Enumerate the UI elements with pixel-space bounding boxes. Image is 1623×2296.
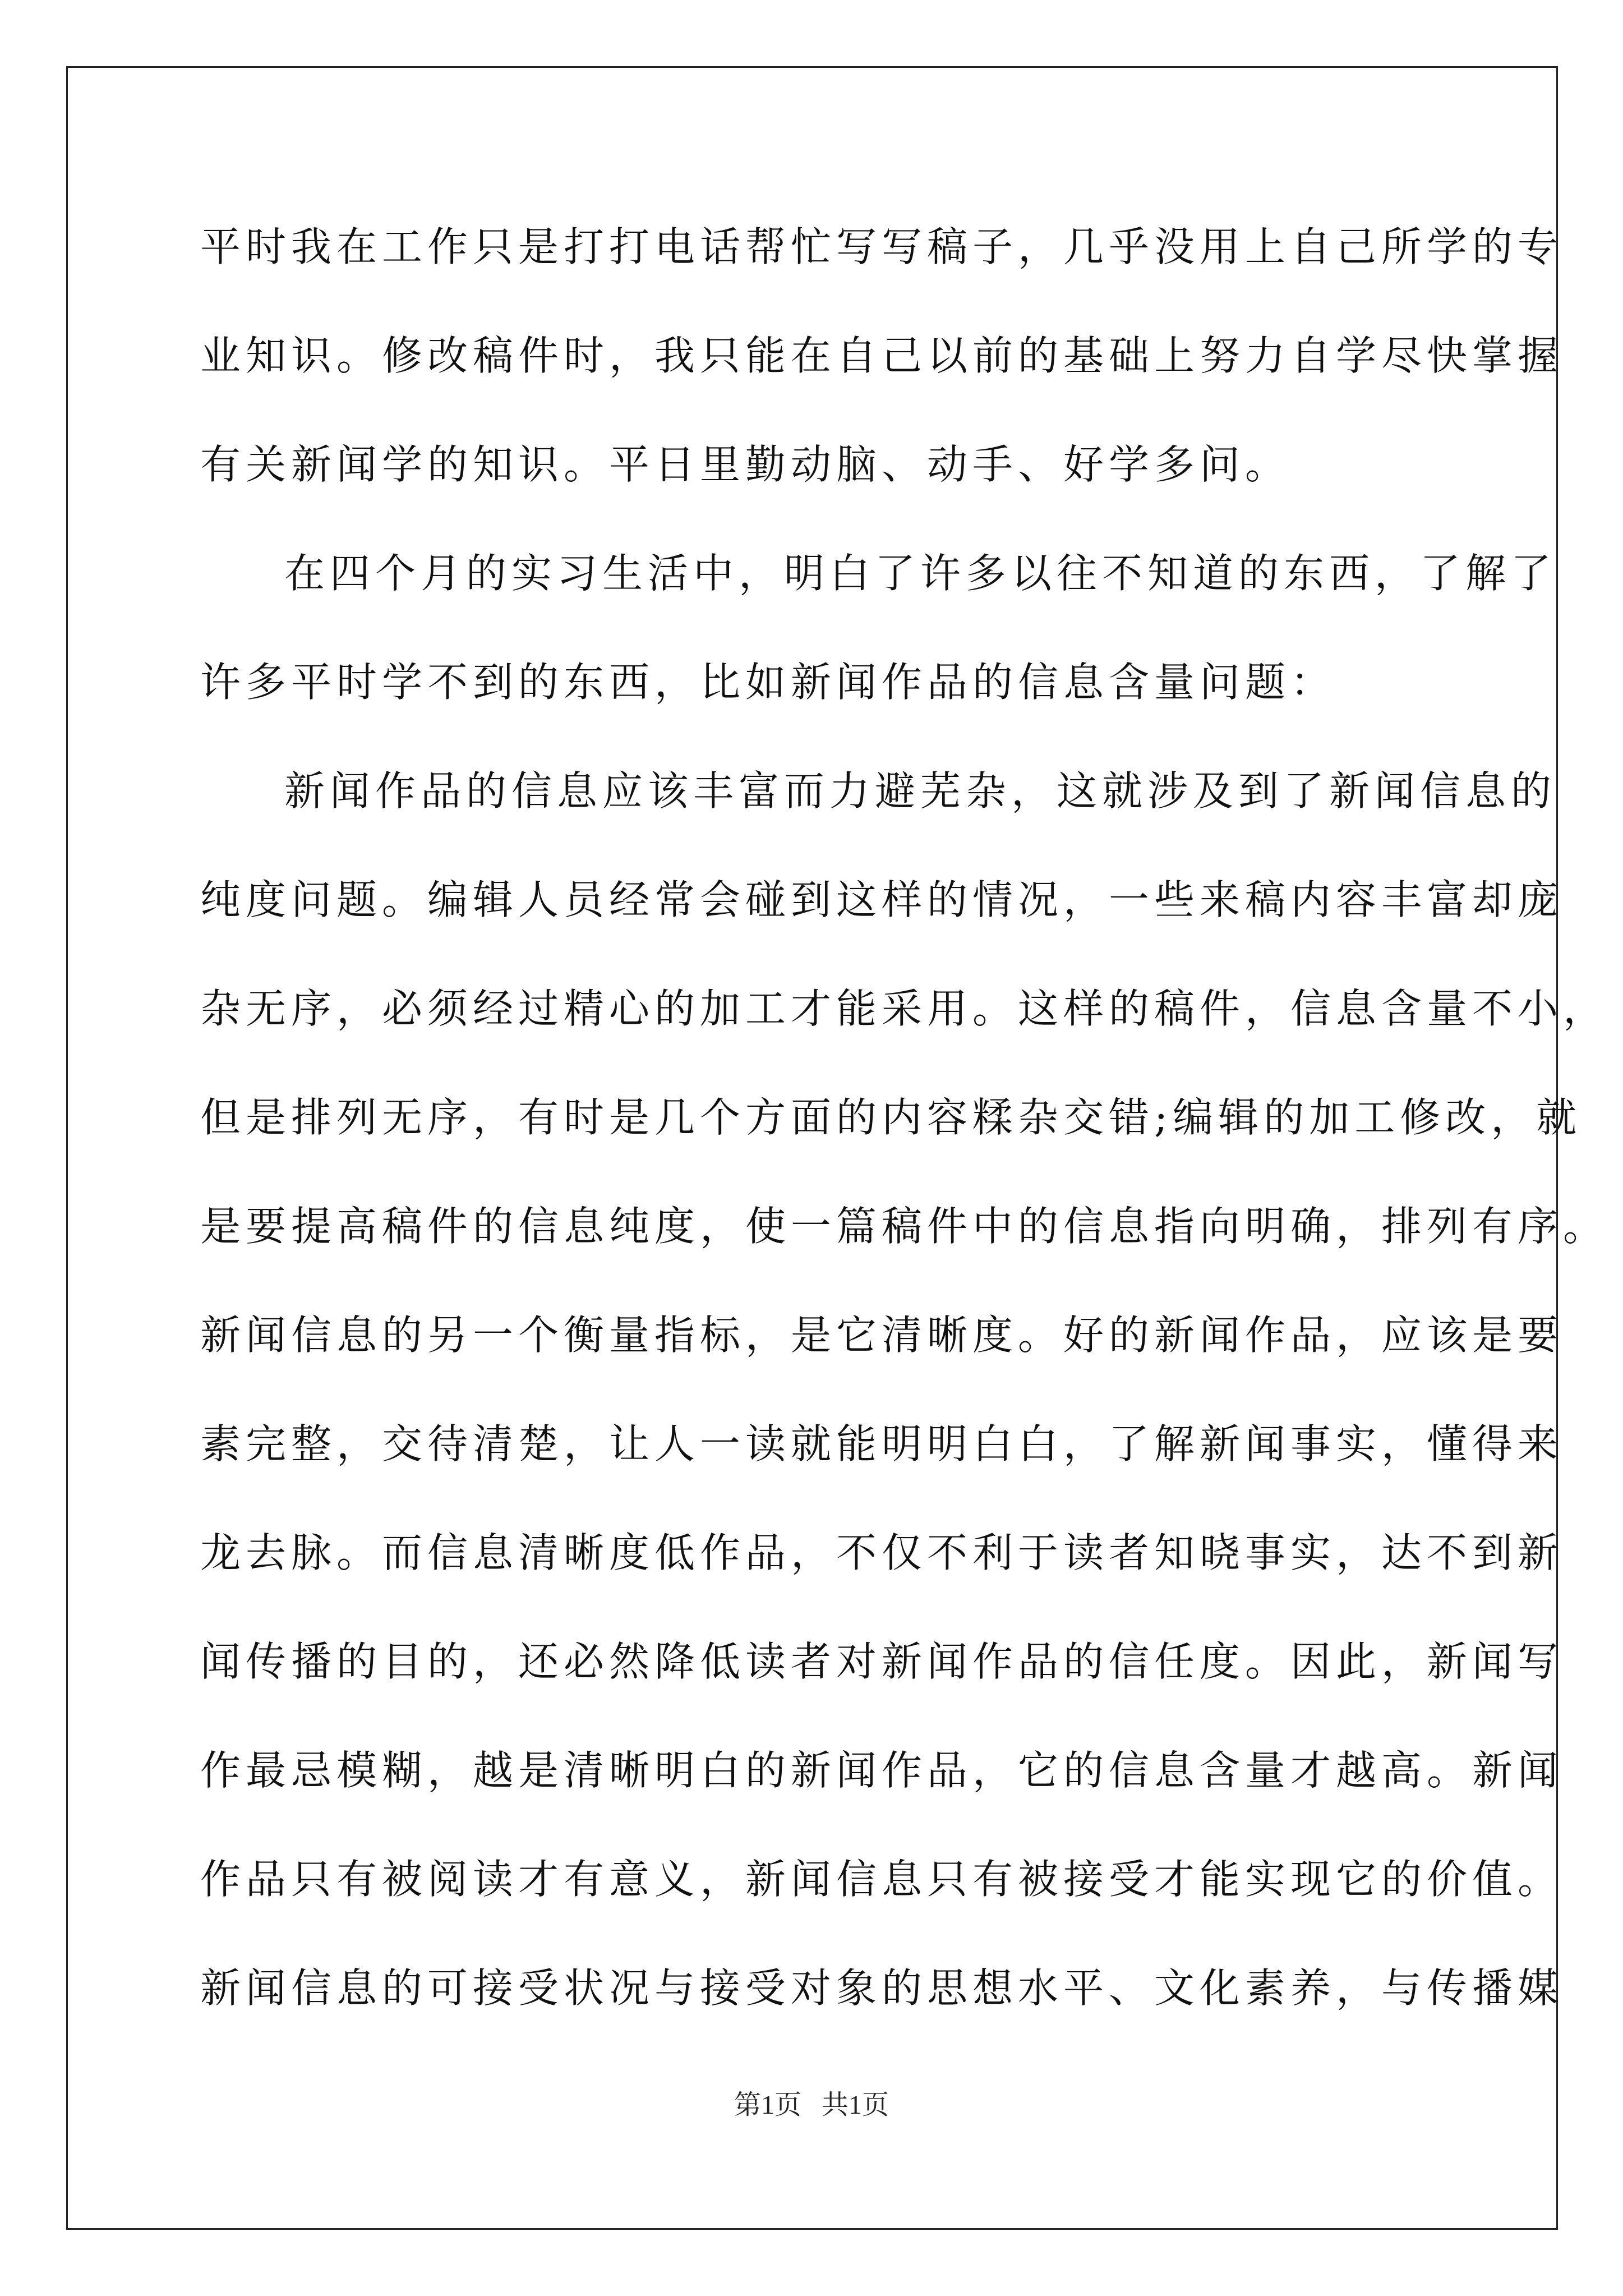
text-line: 许多平时学不到的东西，比如新闻作品的信息含量问题： bbox=[200, 659, 1336, 706]
text-line: 新闻作品的信息应该丰富而力避芜杂，这就涉及到了新闻信息的 bbox=[284, 767, 1557, 815]
text-line: 纯度问题。编辑人员经常会碰到这样的情况，一些来稿内容丰富却庞 bbox=[200, 876, 1564, 923]
text-line: 平时我在工作只是打打电话帮忙写写稿子，几乎没用上自己所学的专 bbox=[200, 223, 1564, 270]
text-line: 杂无序，必须经过精心的加工才能采用。这样的稿件，信息含量不小， bbox=[200, 985, 1609, 1032]
text-line: 有关新闻学的知识。平日里勤动脑、动手、好学多问。 bbox=[200, 441, 1291, 488]
text-line: 闻传播的目的，还必然降低读者对新闻作品的信任度。因此，新闻写 bbox=[200, 1638, 1564, 1685]
text-line: 在四个月的实习生活中，明白了许多以往不知道的东西，了解了 bbox=[284, 550, 1557, 597]
text-line: 作最忌模糊，越是清晰明白的新闻作品，它的信息含量才越高。新闻 bbox=[200, 1747, 1564, 1794]
page-number-footer: 第1页 共1页 bbox=[734, 2090, 889, 2120]
text-line: 是要提高稿件的信息纯度，使一篇稿件中的信息指向明确，排列有序。 bbox=[200, 1203, 1609, 1250]
text-line: 新闻信息的另一个衡量指标，是它清晰度。好的新闻作品，应该是要 bbox=[200, 1312, 1564, 1359]
text-line: 素完整，交待清楚，让人一读就能明明白白，了解新闻事实，懂得来 bbox=[200, 1420, 1564, 1467]
text-line: 业知识。修改稿件时，我只能在自己以前的基础上努力自学尽快掌握 bbox=[200, 332, 1564, 379]
document-body bbox=[200, 213, 1609, 2063]
text-line: 新闻信息的可接受状况与接受对象的思想水平、文化素养，与传播媒 bbox=[200, 1964, 1564, 2012]
text-line: 龙去脉。而信息清晰度低作品，不仅不利于读者知晓事实，达不到新 bbox=[200, 1529, 1564, 1576]
text-line: 作品只有被阅读才有意义，新闻信息只有被接受才能实现它的价值。 bbox=[200, 1856, 1564, 1903]
text-line: 但是排列无序，有时是几个方面的内容糅杂交错;编辑的加工修改，就 bbox=[200, 1094, 1582, 1141]
